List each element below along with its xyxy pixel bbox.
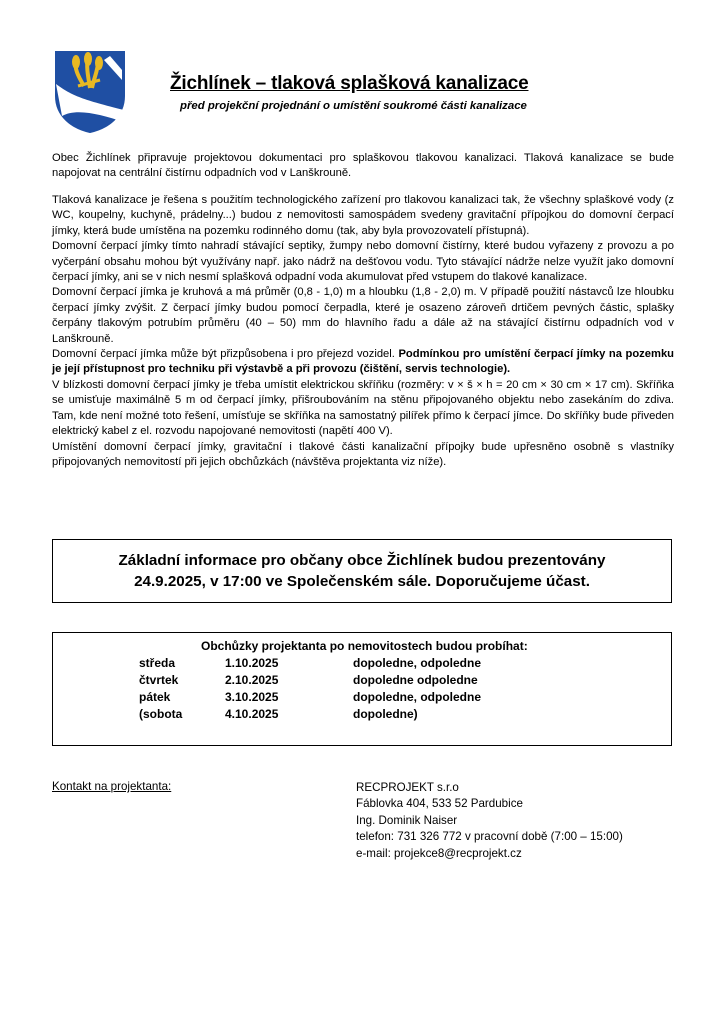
visit-date: 3.10.2025 [225, 690, 279, 704]
visit-day: (sobota [139, 707, 183, 721]
announcement-line-2: 24.9.2025, v 17:00 ve Společenském sále. Doporučujeme účast. [134, 573, 590, 590]
access-condition: Podmínkou pro umístění čerpací jímky na pozemku je její přístupnost pro techniku při výstavbě a při provozu (čištění, servis technologie). [52, 348, 675, 376]
page-title: Žichlínek – tlaková splašková kanalizace [170, 73, 529, 94]
paragraph-access [52, 347, 674, 378]
paragraph-electric-box: V blízkosti domovní čerpací jímky je třeba umístit elektrickou skříňku (rozměry: v × š × h = 20 cm × 30 cm × 17 cm). Skříňka se umisťuje maximálně 5 m od čerpací jímky, přišroubováním na stěnu připojovaného objektu nebo zasekáním do zdiva. Tam, kde není možné toto řešení, umísťuje se skříňka na samostatný pilířek přímo k čerpací jímce. Do skříňky bude přiveden elektrický kabel z el. rozvodu napojované nemovitosti (napětí 400 V). [52, 378, 674, 438]
visit-time: dopoledne) [353, 707, 418, 721]
visit-date: 2.10.2025 [225, 673, 279, 687]
intro-text: Obec Žichlínek připravuje projektovou dokumentaci pro splaškovou tlakovou kanalizaci. Tlaková kanalizace se bude napojovat na centrální čistírnu odpadních vod v Lanškrouně. [52, 152, 674, 180]
paragraph-technology: Tlaková kanalizace je řešena s použitím technologického zařízení pro tlakovou kanalizaci tak, že všechny splaškové vody (z WC, koupelny, kuchyně, prádelny...) budou z nemovitosti samospádem svedeny gravitační přípojkou do domovní čerpací jímky, která bude umístěna na pozemku rodinného domu (tak, aby byla provozovatelí přístupná). [52, 194, 674, 237]
visit-date: 4.10.2025 [225, 707, 279, 721]
contact-company: RECPROJEKT s.r.o [356, 781, 459, 794]
access-text: Domovní čerpací jímka může být přizpůsobena i pro přejezd vozidel. [52, 348, 399, 361]
paragraph-replacement: Domovní čerpací jímky tímto nahradí stávající septiky, žumpy nebo domovní čistírny, které budou vyřazeny z provozu a po vyčerpání obsahu mohou být využívány např. jako nádrž na dešťovou vodu. Tyto stávající nádrže nelze využít jako domovní čerpací jímky, ani se v nich nesmí splašková odpadní voda akumulovat před vstupem do tlakové kanalizace. [52, 240, 674, 284]
visit-day: čtvrtek [139, 673, 179, 687]
visit-time: dopoledne, odpoledne [353, 690, 481, 704]
main-text [52, 193, 674, 470]
page-subtitle: před projekční projednání o umístění soukromé části kanalizace [180, 100, 527, 112]
visit-time: dopoledne odpoledne [353, 673, 478, 687]
visit-time: dopoledne, odpoledne [353, 656, 481, 670]
visits-title: Obchůzky projektanta po nemovitostech budou probíhat: [201, 639, 528, 653]
paragraph-placement: Umístění domovní čerpací jímky, gravitační i tlakové části kanalizační přípojky bude upřesněno osobně s vlastníky připojovaných nemovitostí při jejich obchůzkách (návštěva projektanta viz níže). [52, 440, 674, 468]
contact-block [356, 780, 623, 862]
intro-paragraph [52, 151, 674, 182]
announcement-line-1: Základní informace pro občany obce Žichlínek budou prezentovány [118, 552, 606, 569]
announcement-box [52, 539, 672, 603]
contact-email[interactable]: e-mail: projekce8@recprojekt.cz [356, 846, 522, 860]
visits-box [52, 632, 672, 746]
contact-address: Fáblovka 404, 533 52 Pardubice [356, 797, 523, 811]
visit-day: středa [139, 656, 176, 670]
visit-day: pátek [139, 690, 171, 704]
visit-date: 1.10.2025 [225, 656, 279, 670]
coat-of-arms-logo [54, 50, 126, 134]
paragraph-dimensions: Domovní čerpací jímka je kruhová a má průměr (0,8 - 1,0) m a hloubku (1,8 - 2,0) m. V případě použití nástavců lze hloubku čerpací jímky zvýšit. Z čerpací jímky budou pomocí čerpadla, které je osazeno zároveň drtičem pevných částic, splašky čerpány tlakovým potrubím průměru (40 – 50) mm do hlavního řadu a dále až na stávající čistírnu odpadních vod v Lanškrouně. [52, 286, 674, 345]
contact-person: Ing. Dominik Naiser [356, 813, 458, 827]
contact-phone: telefon: 731 326 772 v pracovní době (7:00 – 15:00) [356, 830, 623, 844]
contact-label: Kontakt na projektanta: [52, 780, 172, 793]
